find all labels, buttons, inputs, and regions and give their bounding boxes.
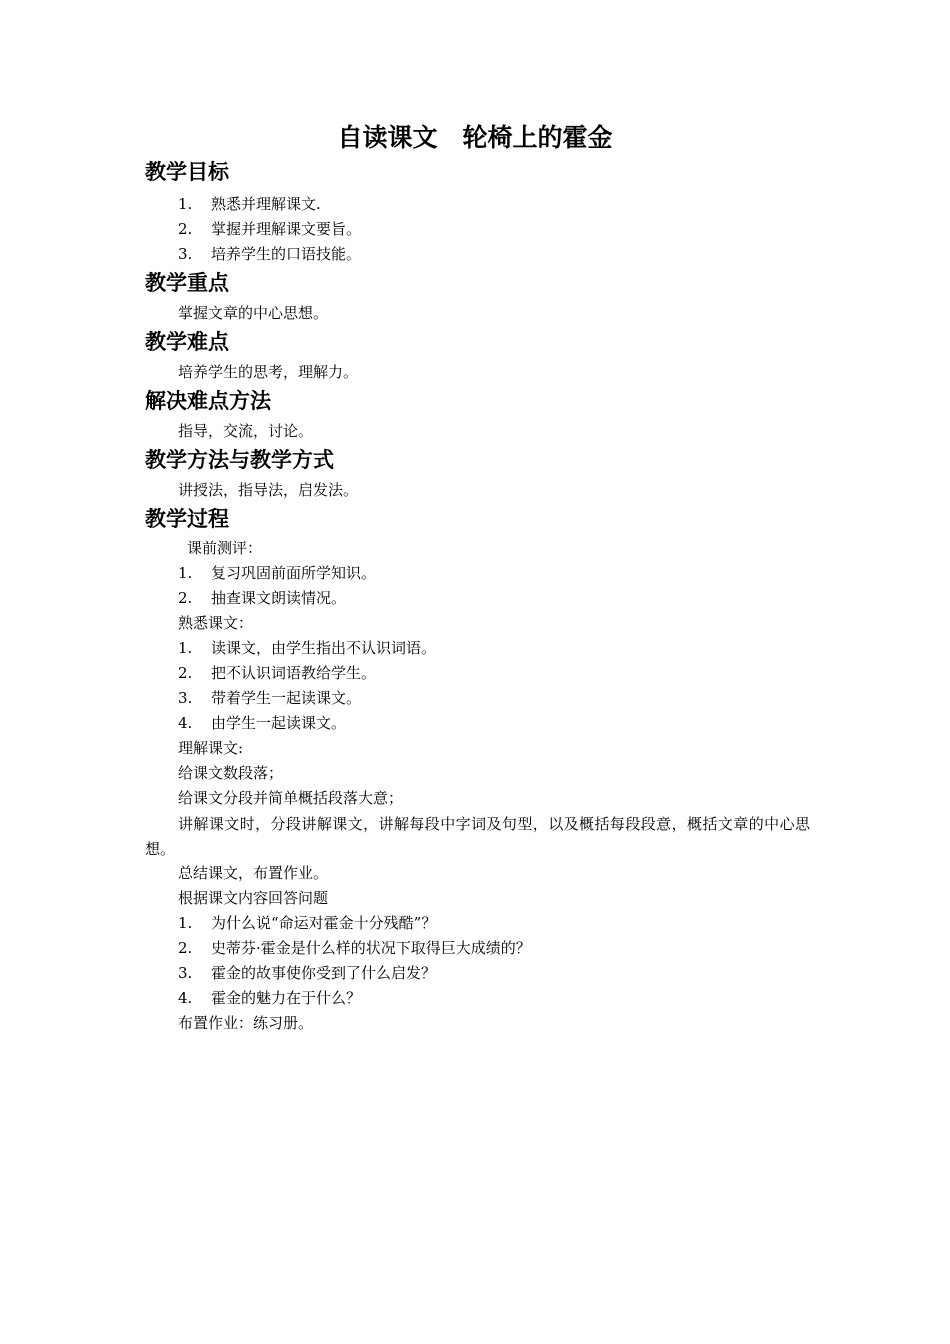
question-item-4: 4. 霍金的魅力在于什么？: [178, 989, 362, 1007]
understand-label: 理解课文:: [178, 739, 244, 757]
objective-item-1: 1. 熟悉并理解课文.: [178, 195, 321, 213]
question-item-3: 3. 霍金的故事使你受到了什么启发？: [178, 964, 437, 982]
document-title: 自读课文 轮椅上的霍金: [337, 123, 613, 152]
understand-line-1: 给课文数段落；: [178, 764, 284, 782]
familiar-item-2: 2. 把不认识词语教给学生。: [178, 664, 377, 682]
objective-item-3: 3. 培养学生的口语技能。: [178, 245, 362, 263]
difficulty-text: 培养学生的思考，理解力。: [178, 363, 359, 381]
summary-line: 总结课文，布置作业。: [178, 864, 329, 882]
question-item-2: 2. 史蒂芬·霍金是什么样的状况下取得巨大成绩的？: [178, 939, 531, 957]
familiar-item-4: 4. 由学生一起读课文。: [178, 714, 347, 732]
heading-difficulty: 教学难点: [145, 330, 229, 354]
understand-line-2: 给课文分段并简单概括段落大意；: [178, 789, 404, 807]
pretest-label: 课前测评：: [187, 539, 263, 557]
familiar-item-1: 1. 读课文，由学生指出不认识词语。: [178, 639, 437, 657]
solution-text: 指导，交流，讨论。: [178, 422, 314, 440]
methods-text: 讲授法，指导法，启发法。: [178, 481, 359, 499]
heading-objectives: 教学目标: [145, 160, 229, 184]
pretest-item-2: 2. 抽查课文朗读情况。: [178, 589, 347, 607]
heading-methods: 教学方法与教学方式: [145, 448, 334, 472]
questions-label: 根据课文内容回答问题: [178, 889, 329, 907]
key-point-text: 掌握文章的中心思想。: [178, 304, 329, 322]
objective-item-2: 2. 掌握并理解课文要旨。: [178, 220, 362, 238]
homework-line: 布置作业：练习册。: [178, 1014, 314, 1032]
understand-paragraph: 讲解课文时，分段讲解课文，讲解每段中字词及句型，以及概括每段段意，概括文章的中心思想。: [145, 815, 810, 858]
pretest-item-1: 1. 复习巩固前面所学知识。: [178, 564, 377, 582]
heading-process: 教学过程: [145, 507, 229, 531]
familiar-label: 熟悉课文：: [178, 614, 254, 632]
familiar-item-3: 3. 带着学生一起读课文。: [178, 689, 362, 707]
heading-solution: 解决难点方法: [145, 389, 271, 413]
heading-key-point: 教学重点: [145, 271, 229, 295]
question-item-1: 1. 为什么说“命运对霍金十分残酷”？: [178, 914, 437, 932]
